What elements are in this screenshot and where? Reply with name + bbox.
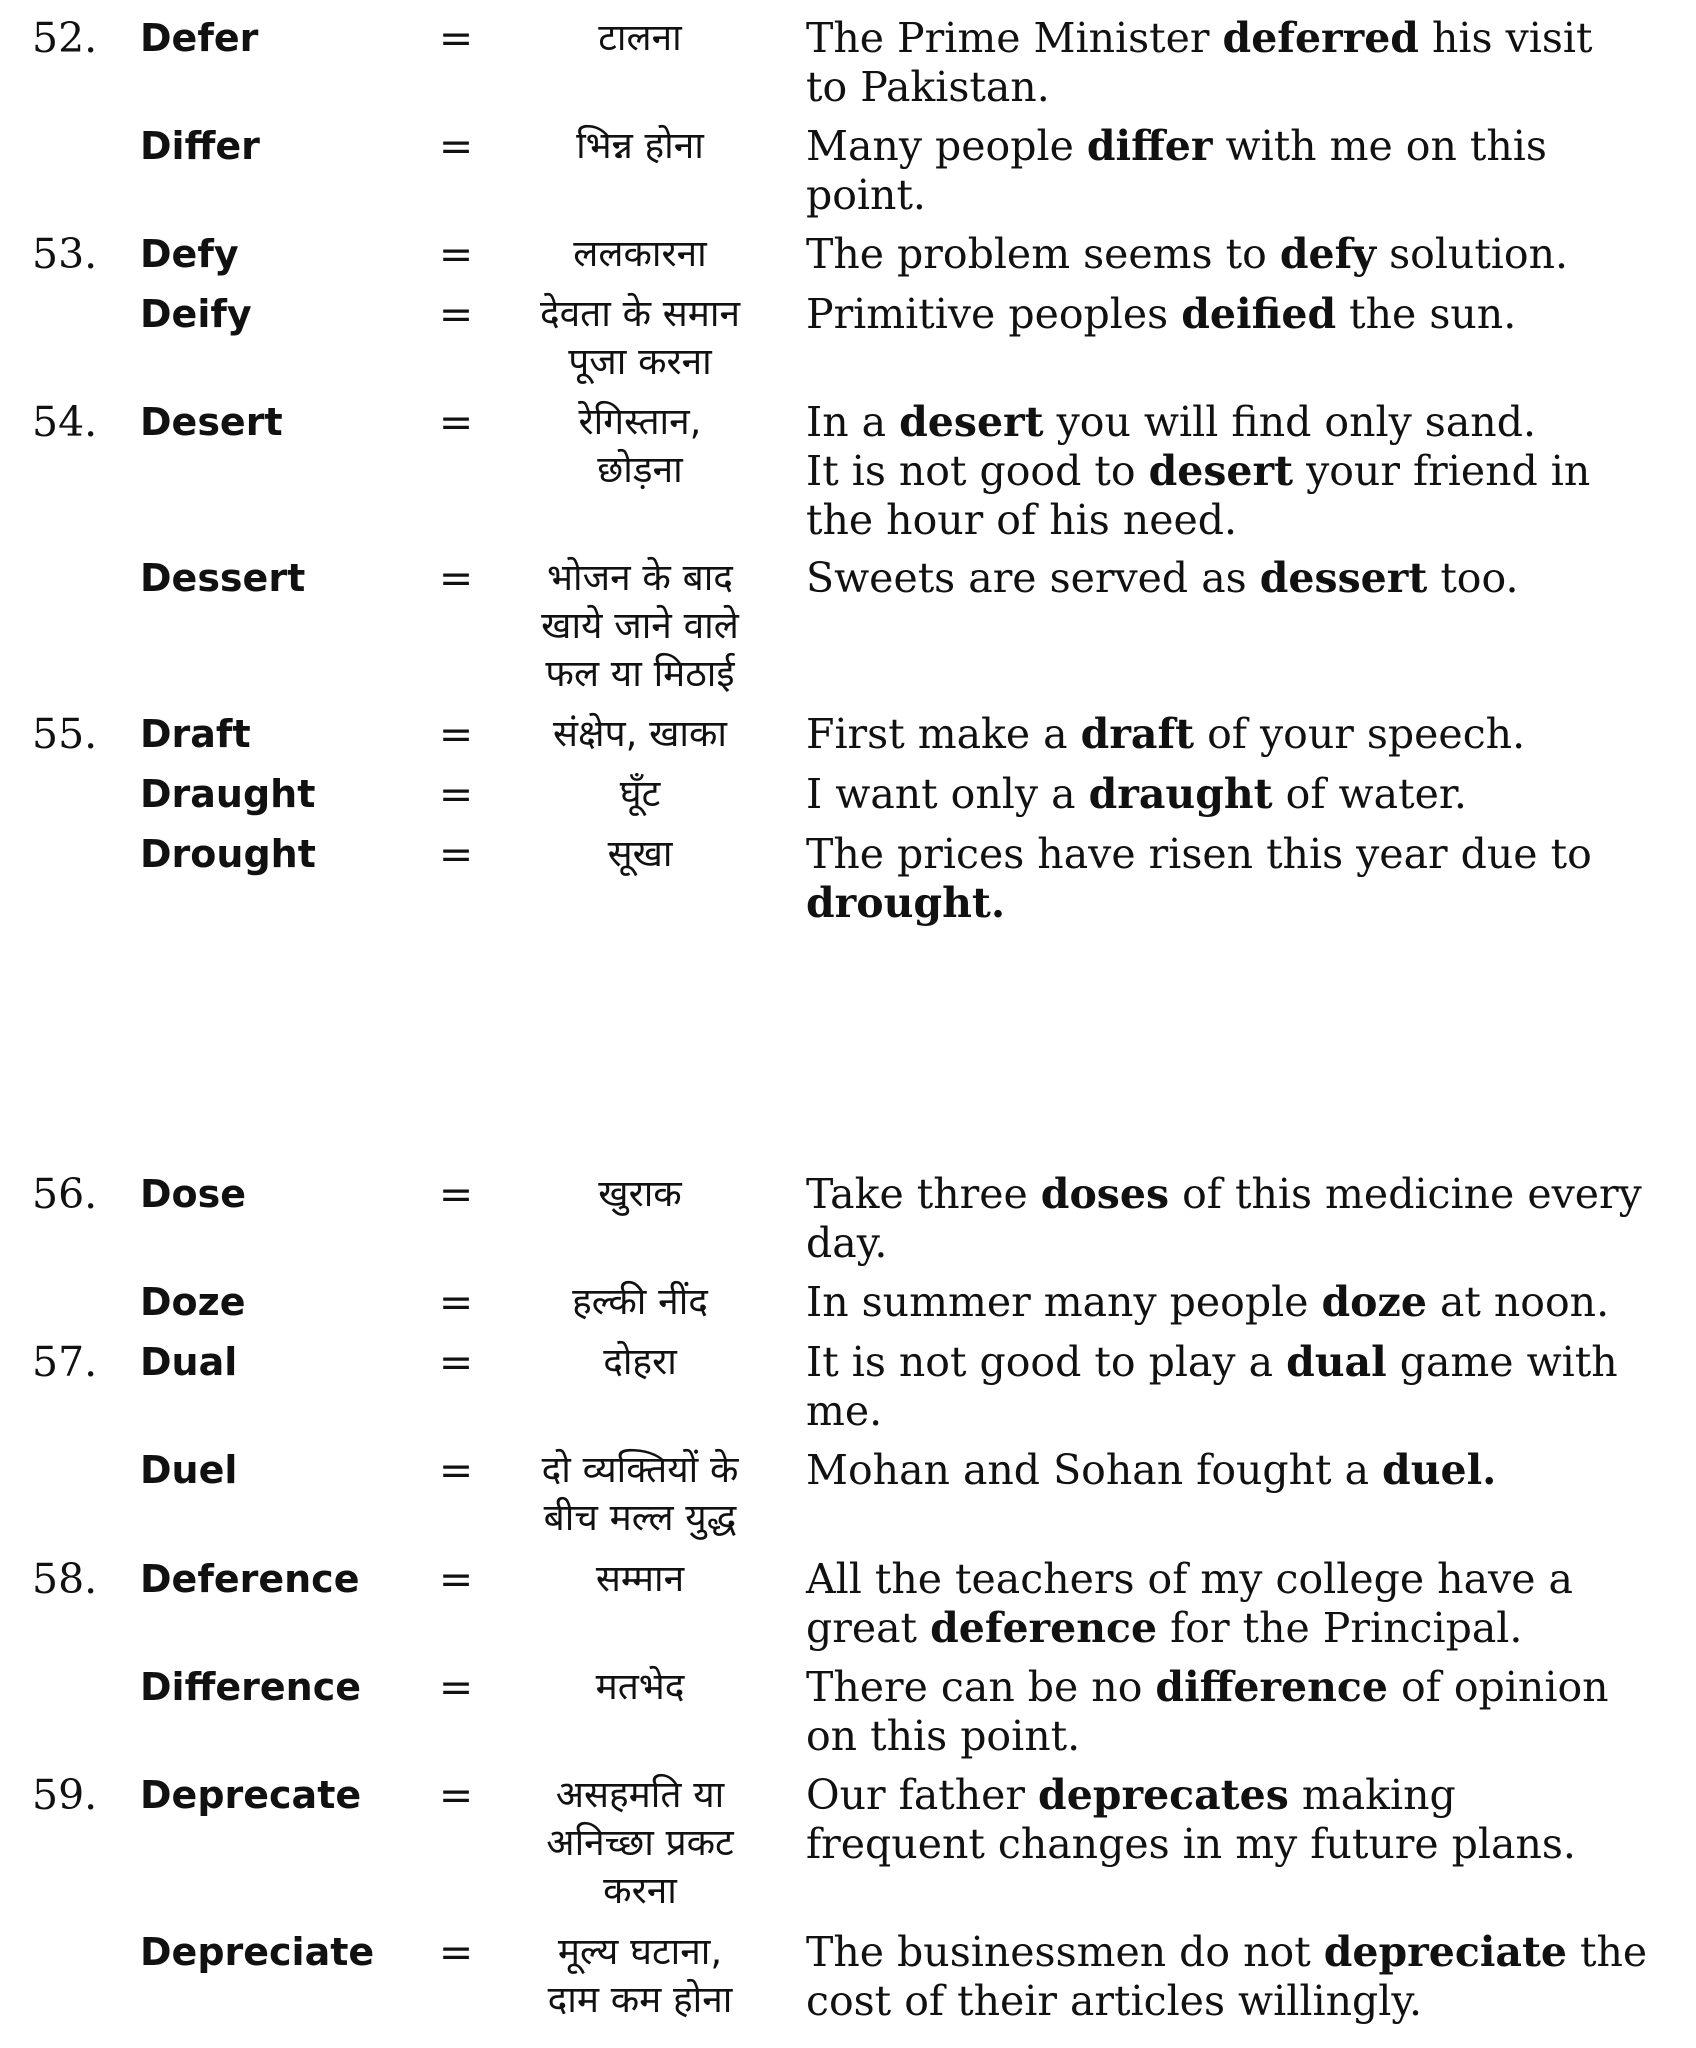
sentence-line xyxy=(806,63,1686,112)
equals-sign: = xyxy=(438,122,474,170)
sentence-line xyxy=(806,1928,1686,1977)
sentence-text: The prices have risen this year due to xyxy=(806,830,1592,878)
hindi-meaning xyxy=(495,710,785,758)
equals-sign: = xyxy=(438,554,474,602)
example-sentence xyxy=(806,1170,1686,1268)
entry-word: Draught xyxy=(140,772,316,816)
entry-word: Dose xyxy=(140,1172,247,1216)
sentence-text: In summer many people xyxy=(806,1278,1322,1326)
equals-sign: = xyxy=(438,1446,474,1494)
hindi-line: हल्की नींद xyxy=(572,1280,708,1323)
hindi-line: असहमति या xyxy=(555,1773,725,1816)
highlighted-word: draft xyxy=(1080,710,1195,758)
example-sentence xyxy=(806,1555,1686,1653)
sentence-line xyxy=(806,171,1686,220)
entry-number: 52. xyxy=(32,14,98,62)
sentence-text: frequent changes in my future plans. xyxy=(806,1820,1576,1868)
highlighted-word: desert xyxy=(899,398,1044,446)
sentence-text: on this point. xyxy=(806,1712,1081,1760)
entry-word: Differ xyxy=(140,124,260,168)
sentence-line xyxy=(806,554,1686,603)
equals-sign: = xyxy=(438,710,474,758)
entry-word: Deprecate xyxy=(140,1773,362,1817)
sentence-line xyxy=(806,1278,1686,1327)
entry-number: 57. xyxy=(32,1338,98,1386)
sentence-text: the xyxy=(1567,1928,1648,1976)
sentence-text: me. xyxy=(806,1387,883,1435)
example-sentence xyxy=(806,770,1686,819)
entry-number: 56. xyxy=(32,1170,98,1218)
sentence-text: day. xyxy=(806,1219,888,1267)
example-sentence xyxy=(806,14,1686,112)
hindi-meaning xyxy=(495,14,785,62)
example-sentence xyxy=(806,1928,1686,2026)
sentence-text: Many people xyxy=(806,122,1087,170)
sentence-line xyxy=(806,1771,1686,1820)
hindi-line: दाम कम होना xyxy=(547,1978,733,2021)
equals-sign: = xyxy=(438,770,474,818)
hindi-line: सम्मान xyxy=(595,1557,685,1600)
example-sentence xyxy=(806,1771,1686,1869)
sentence-text: game with xyxy=(1386,1338,1618,1386)
highlighted-word: draught xyxy=(1088,770,1273,818)
hindi-line: करना xyxy=(603,1869,677,1912)
entry-number: 54. xyxy=(32,398,98,446)
hindi-meaning xyxy=(495,1928,785,2024)
example-sentence xyxy=(806,710,1686,759)
entry-word: Drought xyxy=(140,832,316,876)
hindi-line: मूल्य घटाना, xyxy=(557,1930,723,1973)
entry-word: Depreciate xyxy=(140,1930,375,1974)
sentence-line xyxy=(806,398,1686,447)
sentence-text: of opinion xyxy=(1387,1663,1609,1711)
hindi-line: मतभेद xyxy=(595,1665,685,1708)
entry-number: 58. xyxy=(32,1555,98,1603)
hindi-meaning xyxy=(495,230,785,278)
highlighted-word: deferred xyxy=(1222,14,1419,62)
hindi-meaning xyxy=(495,1555,785,1603)
sentence-text: at noon. xyxy=(1426,1278,1610,1326)
sentence-line xyxy=(806,1170,1686,1219)
sentence-line xyxy=(806,830,1686,879)
hindi-line: बीच मल्ल युद्ध xyxy=(543,1496,737,1539)
example-sentence xyxy=(806,554,1686,603)
hindi-meaning xyxy=(495,1278,785,1326)
sentence-line xyxy=(806,1446,1686,1495)
sentence-line xyxy=(806,1712,1686,1761)
highlighted-word: dual xyxy=(1286,1338,1387,1386)
sentence-text: I want only a xyxy=(806,770,1089,818)
sentence-text: The Prime Minister xyxy=(806,14,1223,62)
sentence-text: point. xyxy=(806,171,926,219)
sentence-text: you will find only sand. xyxy=(1043,398,1536,446)
hindi-line: दो व्यक्तियों के xyxy=(541,1448,739,1491)
highlighted-word: deference xyxy=(930,1604,1158,1652)
sentence-text: solution. xyxy=(1376,230,1569,278)
hindi-line: फल या मिठाई xyxy=(545,652,735,695)
entry-word: Draft xyxy=(140,712,251,756)
hindi-meaning xyxy=(495,1663,785,1711)
sentence-line xyxy=(806,1387,1686,1436)
highlighted-word: defy xyxy=(1279,230,1377,278)
highlighted-word: duel. xyxy=(1382,1446,1497,1494)
equals-sign: = xyxy=(438,1170,474,1218)
entry-word: Deify xyxy=(140,292,252,336)
entry-word: Doze xyxy=(140,1280,246,1324)
sentence-line xyxy=(806,1555,1686,1604)
entry-word: Desert xyxy=(140,400,283,444)
sentence-text: your friend in xyxy=(1293,447,1591,495)
hindi-meaning xyxy=(495,770,785,818)
sentence-text: the hour of his need. xyxy=(806,496,1238,544)
sentence-text: The businessmen do not xyxy=(806,1928,1324,1976)
equals-sign: = xyxy=(438,1928,474,1976)
hindi-meaning xyxy=(495,122,785,170)
hindi-meaning xyxy=(495,554,785,698)
hindi-meaning xyxy=(495,1446,785,1542)
hindi-line: ललकारना xyxy=(573,232,707,275)
highlighted-word: deprecates xyxy=(1038,1771,1289,1819)
hindi-line: सूखा xyxy=(607,832,673,875)
hindi-line: संक्षेप, खाका xyxy=(553,712,727,755)
highlighted-word: difference xyxy=(1155,1663,1388,1711)
highlighted-word: dessert xyxy=(1259,554,1428,602)
highlighted-word: doze xyxy=(1321,1278,1427,1326)
sentence-text: great xyxy=(806,1604,931,1652)
entry-word: Duel xyxy=(140,1448,238,1492)
sentence-text: of water. xyxy=(1272,770,1467,818)
hindi-meaning xyxy=(495,1338,785,1386)
example-sentence xyxy=(806,1278,1686,1327)
sentence-text: of this medicine every xyxy=(1169,1170,1642,1218)
sentence-text: for the Principal. xyxy=(1157,1604,1523,1652)
sentence-line xyxy=(806,710,1686,759)
equals-sign: = xyxy=(438,290,474,338)
sentence-text: the sun. xyxy=(1336,290,1517,338)
equals-sign: = xyxy=(438,1278,474,1326)
equals-sign: = xyxy=(438,1555,474,1603)
entry-word: Defy xyxy=(140,232,239,276)
hindi-meaning xyxy=(495,398,785,494)
sentence-line xyxy=(806,1663,1686,1712)
sentence-text: his visit xyxy=(1418,14,1593,62)
sentence-text: In a xyxy=(806,398,900,446)
sentence-line xyxy=(806,14,1686,63)
sentence-text: Our father xyxy=(806,1771,1039,1819)
example-sentence xyxy=(806,398,1686,545)
sentence-line xyxy=(806,1977,1686,2026)
sentence-line xyxy=(806,447,1686,496)
hindi-meaning xyxy=(495,1170,785,1218)
hindi-meaning xyxy=(495,1771,785,1915)
equals-sign: = xyxy=(438,14,474,62)
hindi-line: छोड़ना xyxy=(597,448,683,491)
entry-word: Dual xyxy=(140,1340,238,1384)
highlighted-word: deified xyxy=(1181,290,1337,338)
hindi-line: दोहरा xyxy=(603,1340,677,1383)
sentence-text: All the teachers of my college have a xyxy=(806,1555,1573,1603)
sentence-line xyxy=(806,770,1686,819)
example-sentence xyxy=(806,1446,1686,1495)
example-sentence xyxy=(806,1338,1686,1436)
entry-number: 59. xyxy=(32,1771,98,1819)
sentence-text: The problem seems to xyxy=(806,230,1280,278)
sentence-text: It is not good to xyxy=(806,447,1149,495)
sentence-text: to Pakistan. xyxy=(806,63,1050,111)
highlighted-word: depreciate xyxy=(1323,1928,1567,1976)
entry-word: Difference xyxy=(140,1665,361,1709)
entry-number: 55. xyxy=(32,710,98,758)
hindi-line: घूँट xyxy=(619,772,661,815)
hindi-line: भिन्न होना xyxy=(576,124,704,167)
sentence-text: of your speech. xyxy=(1194,710,1526,758)
example-sentence xyxy=(806,830,1686,928)
highlighted-word: desert xyxy=(1148,447,1294,495)
highlighted-word: drought. xyxy=(806,879,1006,927)
example-sentence xyxy=(806,230,1686,279)
hindi-line: रेगिस्तान, xyxy=(578,400,702,443)
sentence-text: Primitive peoples xyxy=(806,290,1182,338)
sentence-line xyxy=(806,230,1686,279)
equals-sign: = xyxy=(438,398,474,446)
entry-word: Dessert xyxy=(140,556,306,600)
entry-number: 53. xyxy=(32,230,98,278)
example-sentence xyxy=(806,290,1686,339)
sentence-text: Mohan and Sohan fought a xyxy=(806,1446,1383,1494)
example-sentence xyxy=(806,1663,1686,1761)
sentence-text: making xyxy=(1288,1771,1456,1819)
hindi-line: भोजन के बाद xyxy=(547,556,733,599)
hindi-line: टालना xyxy=(598,16,682,59)
equals-sign: = xyxy=(438,1771,474,1819)
sentence-text: Take three xyxy=(806,1170,1041,1218)
hindi-line: देवता के समान xyxy=(539,292,741,335)
sentence-line xyxy=(806,290,1686,339)
sentence-line xyxy=(806,1820,1686,1869)
equals-sign: = xyxy=(438,1338,474,1386)
hindi-line: खुराक xyxy=(598,1172,682,1215)
sentence-line xyxy=(806,1338,1686,1387)
equals-sign: = xyxy=(438,1663,474,1711)
sentence-text: It is not good to play a xyxy=(806,1338,1287,1386)
sentence-line xyxy=(806,496,1686,545)
equals-sign: = xyxy=(438,830,474,878)
example-sentence xyxy=(806,122,1686,220)
hindi-line: पूजा करना xyxy=(568,340,712,383)
highlighted-word: differ xyxy=(1086,122,1213,170)
hindi-meaning xyxy=(495,290,785,386)
equals-sign: = xyxy=(438,230,474,278)
sentence-text: cost of their articles willingly. xyxy=(806,1977,1423,2025)
sentence-line xyxy=(806,122,1686,171)
entry-word: Defer xyxy=(140,16,259,60)
hindi-line: खाये जाने वाले xyxy=(541,604,739,647)
sentence-text: too. xyxy=(1427,554,1519,602)
highlighted-word: doses xyxy=(1040,1170,1170,1218)
sentence-text: with me on this xyxy=(1212,122,1547,170)
sentence-line xyxy=(806,879,1686,928)
sentence-text: There can be no xyxy=(806,1663,1156,1711)
sentence-line xyxy=(806,1604,1686,1653)
entry-word: Deference xyxy=(140,1557,360,1601)
hindi-line: अनिच्छा प्रकट xyxy=(546,1821,734,1864)
sentence-text: Sweets are served as xyxy=(806,554,1260,602)
hindi-meaning xyxy=(495,830,785,878)
sentence-line xyxy=(806,1219,1686,1268)
sentence-text: First make a xyxy=(806,710,1081,758)
